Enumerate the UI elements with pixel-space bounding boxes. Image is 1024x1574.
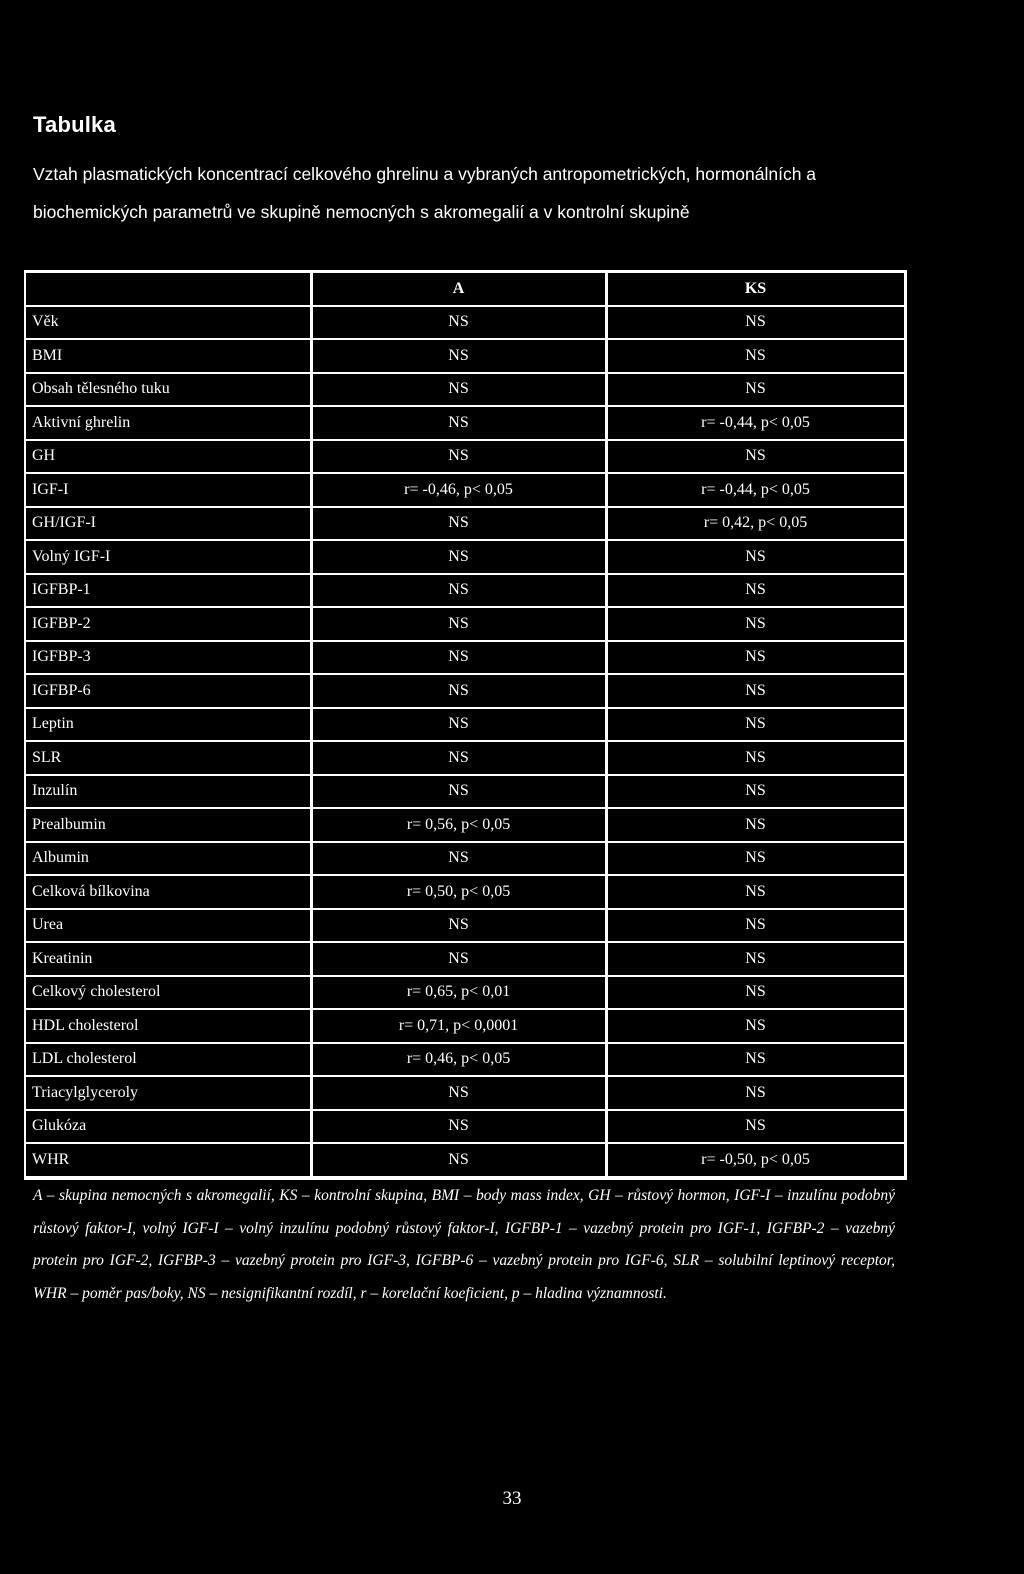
row-value-a-cell: NS — [311, 1110, 606, 1144]
row-value-ks-cell: NS — [606, 909, 905, 943]
table-caption: Vztah plasmatických koncentrací celkového ghrelinu a vybraných antropometrických, hormonálních a biochemických parametrů ve skupině nemocných s akromegalií a v kontrolní skupině — [33, 164, 817, 222]
table-row — [25, 909, 905, 943]
row-value-ks-cell: NS — [606, 1043, 905, 1077]
row-value-a-cell: NS — [311, 507, 606, 541]
row-value-ks-cell: NS — [606, 741, 905, 775]
row-value-a-cell: NS — [311, 440, 606, 474]
header-group-ks: KS — [606, 272, 905, 306]
row-value-a-cell: r= -0,46, p< 0,05 — [311, 473, 606, 507]
row-value-ks-cell: r= 0,42, p< 0,05 — [606, 507, 905, 541]
row-parameter-cell: IGFBP-1 — [25, 574, 311, 608]
row-value-a-cell: r= 0,56, p< 0,05 — [311, 808, 606, 842]
table-row — [25, 1110, 905, 1144]
table-title: Tabulka — [33, 112, 116, 137]
row-parameter-cell: IGF-I — [25, 473, 311, 507]
row-value-a-cell: NS — [311, 607, 606, 641]
correlation-table-container — [24, 270, 904, 1180]
header-parameter — [25, 272, 311, 306]
row-parameter-cell: BMI — [25, 339, 311, 373]
row-value-ks-cell: NS — [606, 373, 905, 407]
table-row — [25, 339, 905, 373]
row-parameter-cell: IGFBP-6 — [25, 674, 311, 708]
table-row — [25, 540, 905, 574]
row-value-a-cell: NS — [311, 1076, 606, 1110]
table-row — [25, 808, 905, 842]
row-value-ks-cell: NS — [606, 574, 905, 608]
table-row — [25, 875, 905, 909]
table-body — [25, 306, 905, 1178]
row-value-ks-cell: NS — [606, 875, 905, 909]
row-parameter-cell: WHR — [25, 1143, 311, 1178]
table-row — [25, 406, 905, 440]
row-parameter-cell: Prealbumin — [25, 808, 311, 842]
header-group-a: A — [311, 272, 606, 306]
row-parameter-cell: LDL cholesterol — [25, 1043, 311, 1077]
row-parameter-cell: Aktivní ghrelin — [25, 406, 311, 440]
row-value-a-cell: NS — [311, 406, 606, 440]
table-row — [25, 306, 905, 340]
table-row — [25, 741, 905, 775]
row-parameter-cell: Leptin — [25, 708, 311, 742]
row-value-a-cell: NS — [311, 674, 606, 708]
row-parameter-cell: Urea — [25, 909, 311, 943]
row-value-ks-cell: NS — [606, 641, 905, 675]
row-value-a-cell: NS — [311, 775, 606, 809]
row-value-ks-cell: NS — [606, 708, 905, 742]
row-value-ks-cell: r= -0,44, p< 0,05 — [606, 473, 905, 507]
row-parameter-cell: Inzulín — [25, 775, 311, 809]
row-parameter-cell: IGFBP-2 — [25, 607, 311, 641]
row-value-ks-cell: NS — [606, 339, 905, 373]
row-value-a-cell: NS — [311, 1143, 606, 1178]
table-row — [25, 842, 905, 876]
table-row — [25, 708, 905, 742]
correlation-table — [24, 270, 907, 1180]
row-parameter-cell: Celková bílkovina — [25, 875, 311, 909]
row-value-a-cell: r= 0,71, p< 0,0001 — [311, 1009, 606, 1043]
row-parameter-cell: Obsah tělesného tuku — [25, 373, 311, 407]
row-value-a-cell: NS — [311, 540, 606, 574]
row-value-a-cell: r= 0,46, p< 0,05 — [311, 1043, 606, 1077]
row-parameter-cell: SLR — [25, 741, 311, 775]
row-parameter-cell: Celkový cholesterol — [25, 976, 311, 1010]
row-value-a-cell: r= 0,50, p< 0,05 — [311, 875, 606, 909]
row-parameter-cell: GH/IGF-I — [25, 507, 311, 541]
row-value-ks-cell: NS — [606, 808, 905, 842]
page-number: 33 — [502, 1488, 522, 1509]
table-row — [25, 574, 905, 608]
row-value-a-cell: NS — [311, 574, 606, 608]
table-row — [25, 1076, 905, 1110]
table-row — [25, 1043, 905, 1077]
table-row — [25, 976, 905, 1010]
row-value-ks-cell: NS — [606, 540, 905, 574]
row-parameter-cell: Věk — [25, 306, 311, 340]
row-parameter-cell: Triacylglyceroly — [25, 1076, 311, 1110]
table-row — [25, 607, 905, 641]
row-parameter-cell: IGFBP-3 — [25, 641, 311, 675]
table-legend: A – skupina nemocných s akromegalií, KS – kontrolní skupina, BMI – body mass index, GH – růstový hormon, IGF-I – inzulínu podobný růstový faktor-I, volný IGF-I – volný inzulínu podobný růstový faktor-I, IGFBP-1 – vazebný protein pro IGF-1, IGFBP-2 – vazebný protein pro IGF-2, IGFBP-3 – vazebný protein pro IGF-3, IGFBP-6 – vazebný protein pro IGF-6, SLR – solubilní leptinový receptor, WHR – poměr pas/boky, NS – nesignifikantní rozdíl, r – korelační koeficient, p – hladina významnosti. — [33, 1187, 895, 1302]
row-value-a-cell: NS — [311, 339, 606, 373]
row-value-ks-cell: NS — [606, 1009, 905, 1043]
table-row — [25, 440, 905, 474]
row-value-ks-cell: r= -0,44, p< 0,05 — [606, 406, 905, 440]
row-value-ks-cell: r= -0,50, p< 0,05 — [606, 1143, 905, 1178]
row-value-ks-cell: NS — [606, 607, 905, 641]
row-value-ks-cell: NS — [606, 1076, 905, 1110]
row-value-ks-cell: NS — [606, 976, 905, 1010]
row-value-ks-cell: NS — [606, 440, 905, 474]
row-value-a-cell: NS — [311, 741, 606, 775]
row-parameter-cell: Volný IGF-I — [25, 540, 311, 574]
table-row — [25, 1009, 905, 1043]
table-row — [25, 942, 905, 976]
row-parameter-cell: Glukóza — [25, 1110, 311, 1144]
row-value-a-cell: NS — [311, 842, 606, 876]
table-row — [25, 641, 905, 675]
table-row — [25, 1143, 905, 1178]
row-value-ks-cell: NS — [606, 1110, 905, 1144]
row-value-a-cell: NS — [311, 306, 606, 340]
row-value-a-cell: NS — [311, 909, 606, 943]
table-row — [25, 674, 905, 708]
row-value-a-cell: NS — [311, 373, 606, 407]
row-parameter-cell: GH — [25, 440, 311, 474]
row-parameter-cell: Albumin — [25, 842, 311, 876]
row-value-ks-cell: NS — [606, 775, 905, 809]
table-row — [25, 373, 905, 407]
row-parameter-cell: HDL cholesterol — [25, 1009, 311, 1043]
table-row — [25, 775, 905, 809]
row-value-a-cell: NS — [311, 641, 606, 675]
row-value-a-cell: r= 0,65, p< 0,01 — [311, 976, 606, 1010]
row-value-ks-cell: NS — [606, 842, 905, 876]
row-value-ks-cell: NS — [606, 674, 905, 708]
row-value-a-cell: NS — [311, 708, 606, 742]
row-value-ks-cell: NS — [606, 306, 905, 340]
table-row — [25, 507, 905, 541]
row-parameter-cell: Kreatinin — [25, 942, 311, 976]
row-value-a-cell: NS — [311, 942, 606, 976]
row-value-ks-cell: NS — [606, 942, 905, 976]
table-row — [25, 473, 905, 507]
table-header-row — [25, 272, 905, 306]
